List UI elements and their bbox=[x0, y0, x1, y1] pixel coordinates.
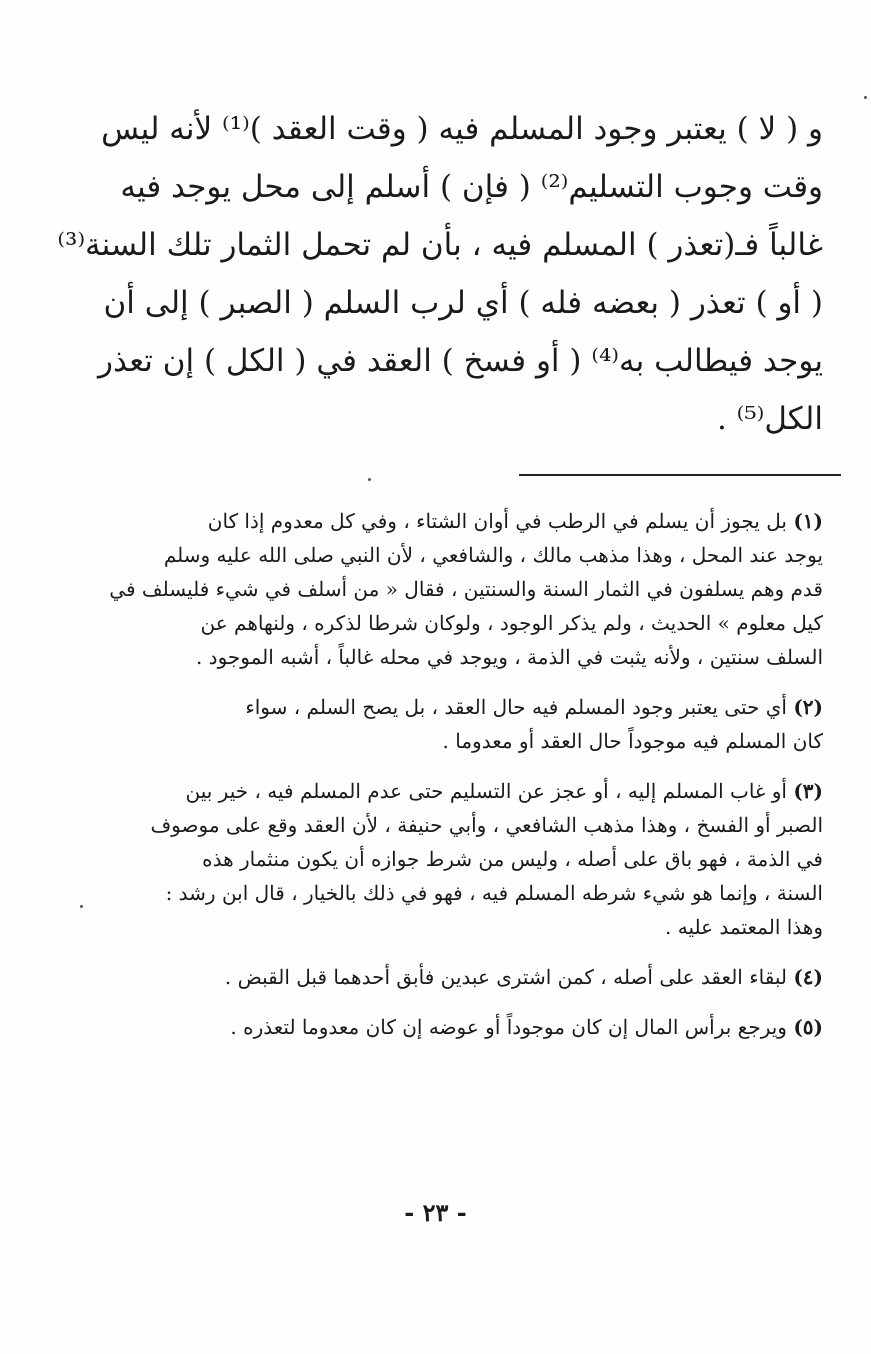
scan-speck bbox=[864, 96, 867, 99]
footnote-line: وهذا المعتمد عليه . bbox=[665, 915, 823, 939]
footnote-line: قدم وهم يسلفون في الثمار السنة والسنتين ، فقال « من أسلف في شيء فليسلف في bbox=[109, 577, 823, 601]
scan-speck bbox=[80, 905, 83, 908]
footnote-text: أي حتى يعتبر وجود المسلم فيه حال العقد ، بل يصح السلم ، سواء bbox=[245, 695, 787, 719]
main-text-line: يوجد فيطالب به⁽⁴⁾ ( أو فسخ ) العقد في ( الكل ) إن تعذر bbox=[98, 343, 823, 379]
footnote-3 bbox=[85, 774, 823, 944]
footnote-line: في الذمة ، فهو باق على أصله ، وليس من شرط جوازه أن يكون منثمار هذه bbox=[202, 847, 823, 871]
footnote-line: السلف سنتين ، ولأنه يثبت في الذمة ، ويوجد في محله غالباً ، أشبه الموجود . bbox=[195, 645, 823, 669]
footnote-line: الصبر أو الفسخ ، وهذا مذهب الشافعي ، وأبي حنيفة ، لأن العقد وقع على موصوف bbox=[150, 813, 823, 837]
main-text-line: وقت وجوب التسليم⁽²⁾ ( فإن ) أسلم إلى محل يوجد فيه bbox=[120, 169, 823, 205]
footnote-text: ويرجع برأس المال إن كان موجوداً أو عوضه إن كان معدوما لتعذره . bbox=[230, 1015, 787, 1039]
scan-speck bbox=[368, 478, 371, 481]
main-text-block bbox=[57, 100, 823, 448]
footnote-separator bbox=[519, 474, 841, 476]
main-text-line: ( أو ) تعذر ( بعضه فله ) أي لرب السلم ( الصبر ) إلى أن bbox=[103, 285, 823, 321]
main-text-line: و ( لا ) يعتبر وجود المسلم فيه ( وقت العقد )⁽¹⁾ لأنه ليس bbox=[101, 111, 823, 147]
footnote-line bbox=[85, 960, 823, 994]
footnote-line bbox=[85, 504, 823, 538]
footnote-text: بل يجوز أن يسلم في الرطب في أوان الشتاء ، وفي كل معدوم إذا كان bbox=[207, 509, 787, 533]
footnote-line: السنة ، وإنما هو شيء شرطه المسلم فيه ، فهو في ذلك بالخيار ، قال ابن رشد : bbox=[165, 881, 823, 905]
footnote-number: (١) bbox=[793, 509, 823, 533]
footnote-1 bbox=[85, 504, 823, 674]
footnote-line bbox=[85, 774, 823, 808]
footnote-number: (٤) bbox=[793, 965, 823, 989]
footnote-2 bbox=[85, 690, 823, 758]
footnote-number: (٣) bbox=[793, 779, 823, 803]
footnote-5 bbox=[85, 1010, 823, 1044]
footnote-line: يوجد عند المحل ، وهذا مذهب مالك ، والشافعي ، لأن النبي صلى الله عليه وسلم bbox=[163, 543, 823, 567]
footnote-number: (٥) bbox=[793, 1015, 823, 1039]
main-text-line: الكل⁽⁵⁾ . bbox=[716, 401, 823, 437]
footnote-4 bbox=[85, 960, 823, 994]
footnote-line: كان المسلم فيه موجوداً حال العقد أو معدوما . bbox=[442, 729, 823, 753]
footnote-text: لبقاء العقد على أصله ، كمن اشترى عبدين فأبق أحدهما قبل القبض . bbox=[224, 965, 787, 989]
footnotes-section bbox=[85, 504, 823, 1060]
footnote-text: أو غاب المسلم إليه ، أو عجز عن التسليم حتى عدم المسلم فيه ، خير بين bbox=[185, 779, 787, 803]
main-text-line: غالباً فـ(تعذر ) المسلم فيه ، بأن لم تحمل الثمار تلك السنة⁽³⁾ bbox=[57, 227, 823, 263]
page-number: - ٢٣ - bbox=[404, 1198, 467, 1227]
footnote-line bbox=[85, 690, 823, 724]
footnote-line: كيل معلوم » الحديث ، ولم يذكر الوجود ، ولوكان شرطا لذكره ، ولنهاهم عن bbox=[200, 611, 823, 635]
footnote-number: (٢) bbox=[793, 695, 823, 719]
footnote-line bbox=[85, 1010, 823, 1044]
